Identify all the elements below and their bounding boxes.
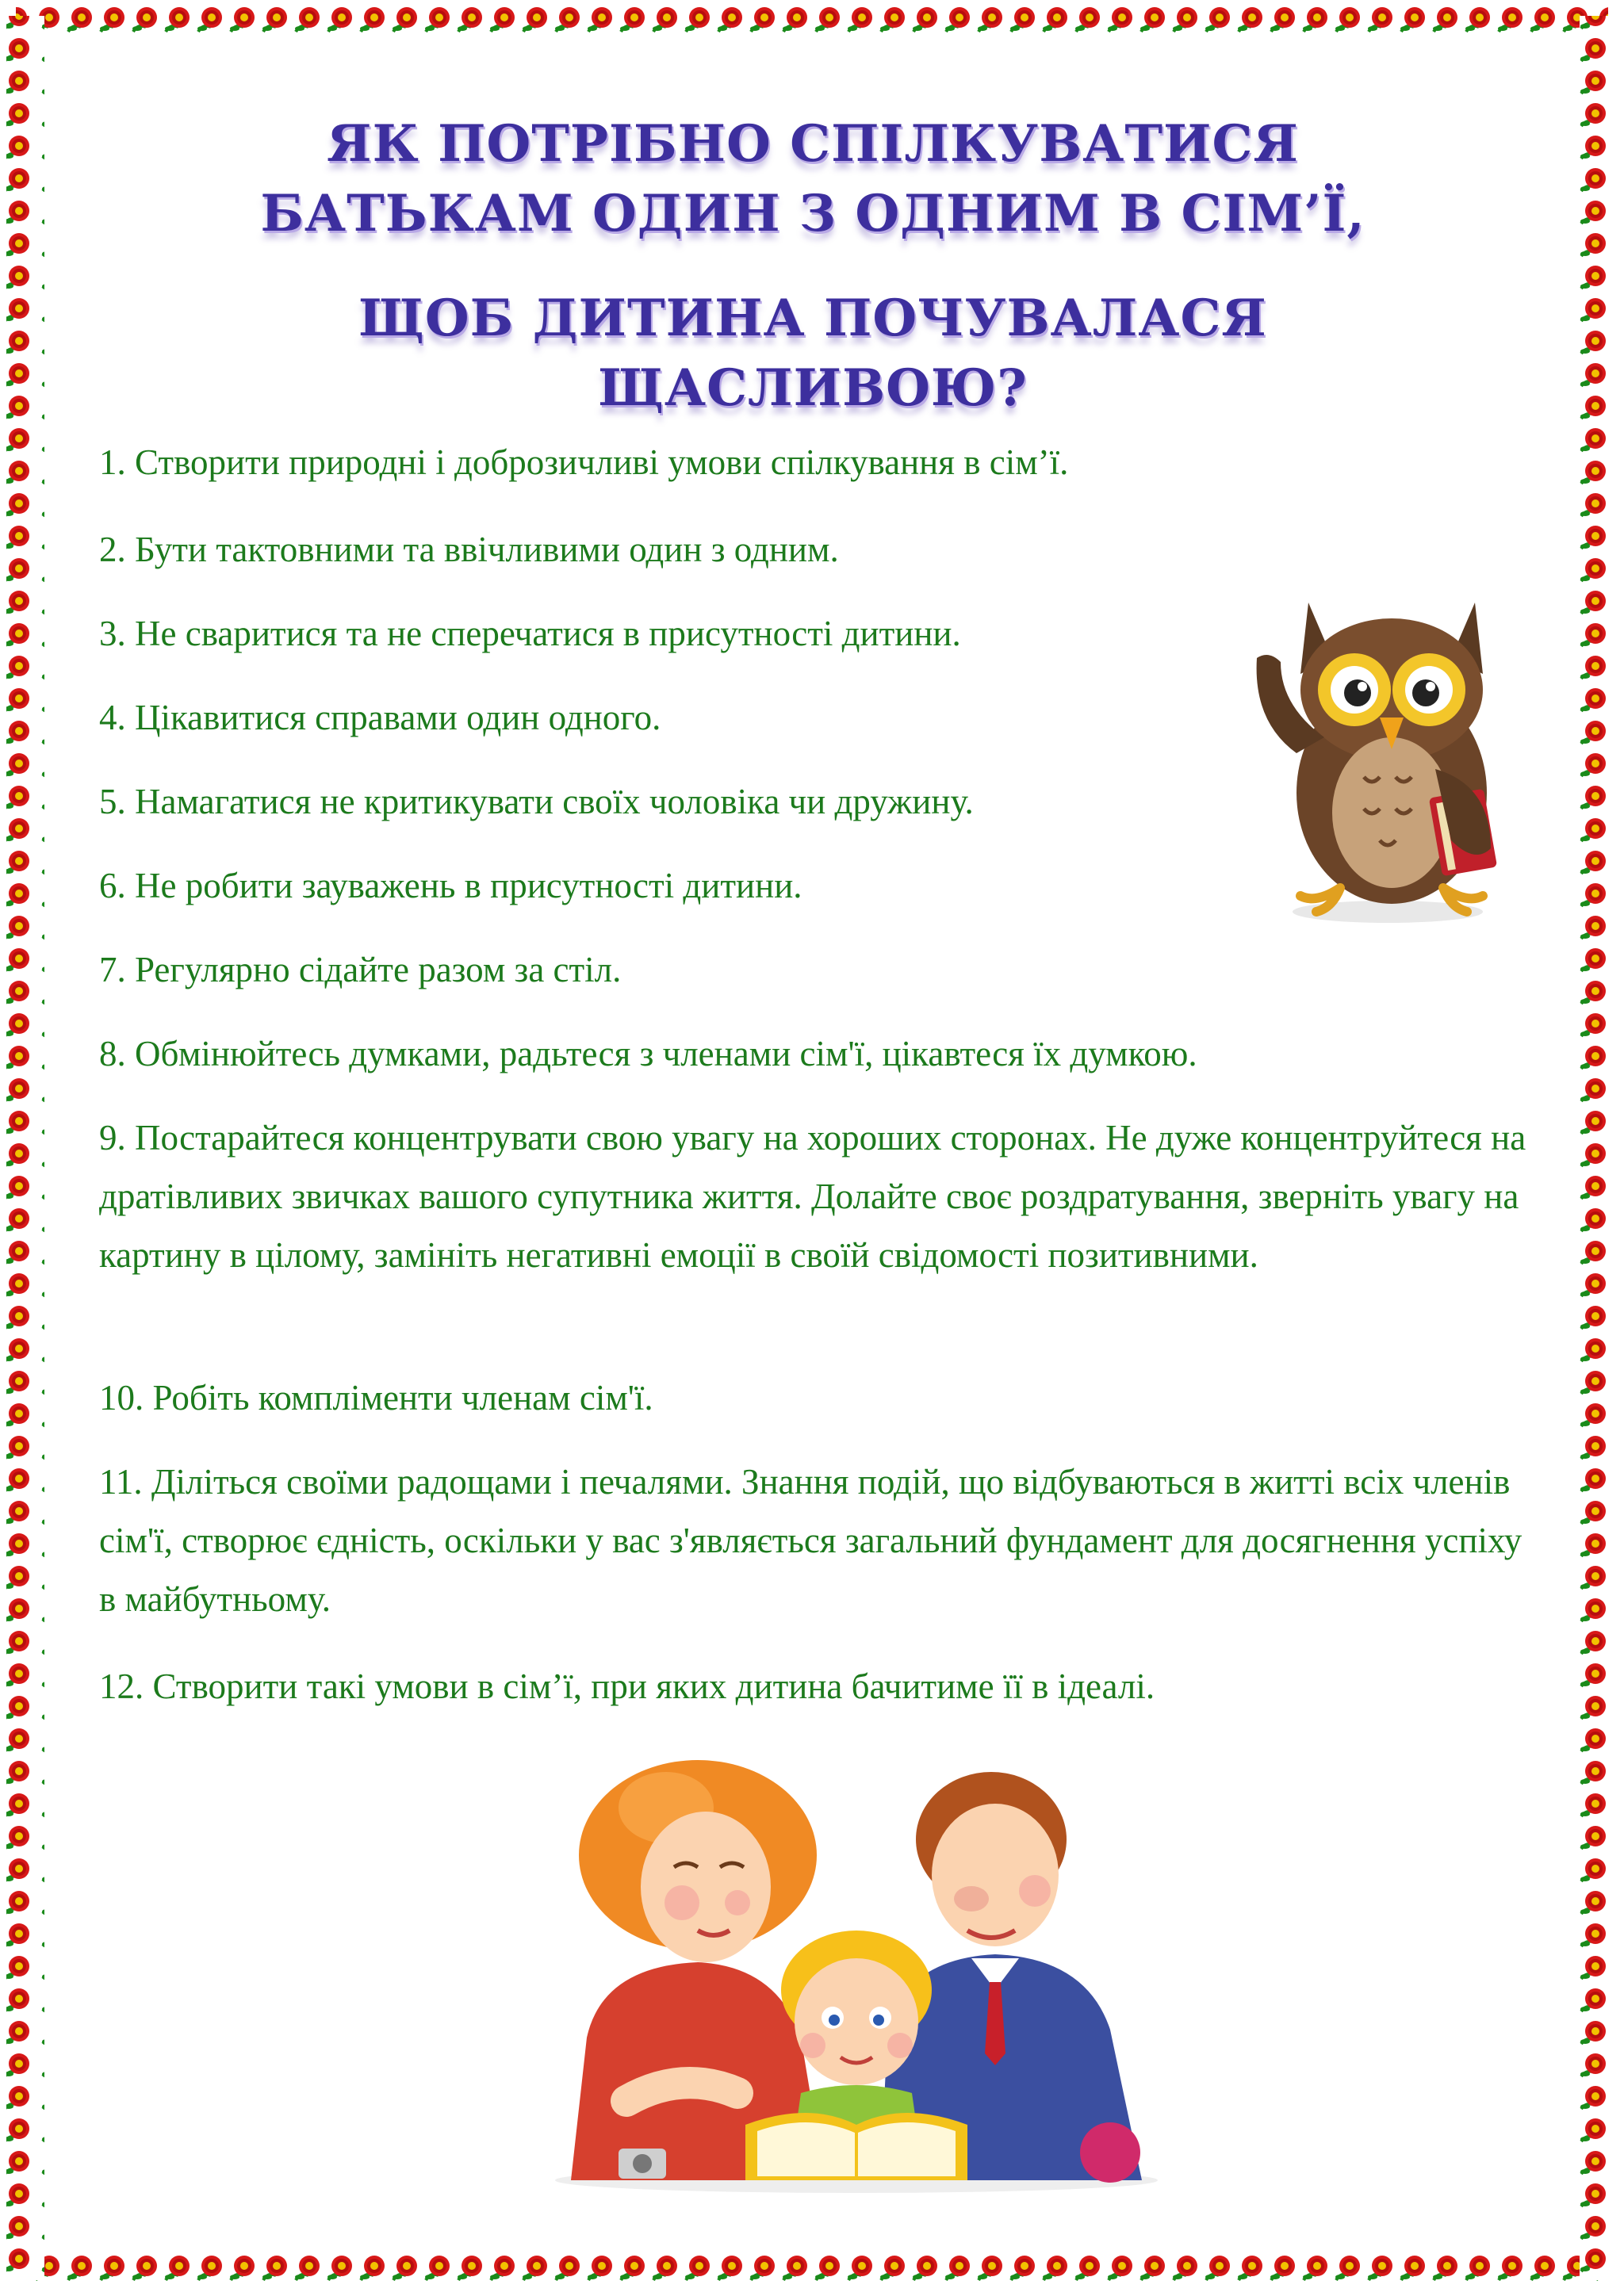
owl-illustration <box>1237 587 1538 936</box>
list-item-7: 7. Регулярно сідайте разом за стіл. <box>99 950 622 989</box>
page-title-line-4: ЩАСЛИВОЮ? <box>598 358 1028 418</box>
list-item-3: 3. Не сваритися та не сперечатися в присутності дитини. <box>99 614 961 653</box>
list-item-2: 2. Бути тактовними та ввічливими один з одним. <box>99 530 839 569</box>
page-title-line-2: БАТЬКАМ ОДИН З ОДНИМ В СІМ’Ї, <box>260 184 1365 243</box>
flower-border-top <box>0 0 1624 48</box>
flower-border-bottom <box>0 2248 1624 2296</box>
list-item-5: 5. Намагатися не критикувати своїх чоловіка чи дружину. <box>99 782 974 821</box>
flower-border-left <box>0 0 48 2296</box>
list-item-10: 10. Робіть компліменти членам сім'ї. <box>99 1378 653 1418</box>
list-item-12: 12. Створити такі умови в сім’ї, при яких дитина бачитиме її в ідеалі. <box>99 1667 1155 1706</box>
page-title-line-1: ЯК ПОТРІБНО СПІЛКУВАТИСЯ <box>327 114 1299 174</box>
list-item-4: 4. Цікавитися справами один одного. <box>99 698 661 737</box>
list-item-6: 6. Не робити зауважень в присутності дитини. <box>99 866 802 905</box>
family-illustration <box>539 1752 1174 2196</box>
list-item-11: 11. Діліться своїми радощами і печалями. Знання подій, що відбуваються в житті всіх членів сім'ї, створює єдність, оскільки у вас з'являється загальний фундамент для досягнення успіху в майбутньому. <box>99 1462 1522 1619</box>
page-title-line-3: ЩОБ ДИТИНА ПОЧУВАЛАСЯ <box>358 289 1267 348</box>
flower-border-right <box>1576 0 1624 2296</box>
list-item-9: 9. Постарайтеся концентрувати свою увагу на хороших сторонах. Не дуже концентруйтеся на дратівливих звичках вашого супутника життя. Долайте своє роздратування, зверніть увагу на картину в цілому, замініть негативні емоції в своїй свідомості позитивними. <box>99 1118 1526 1275</box>
list-item-8: 8. Обмінюйтесь думками, радьтеся з членами сім'ї, цікавтеся їх думкою. <box>99 1034 1197 1073</box>
list-item-1: 1. Створити природні і доброзичливі умови спілкування в сім’ї. <box>99 442 1069 482</box>
